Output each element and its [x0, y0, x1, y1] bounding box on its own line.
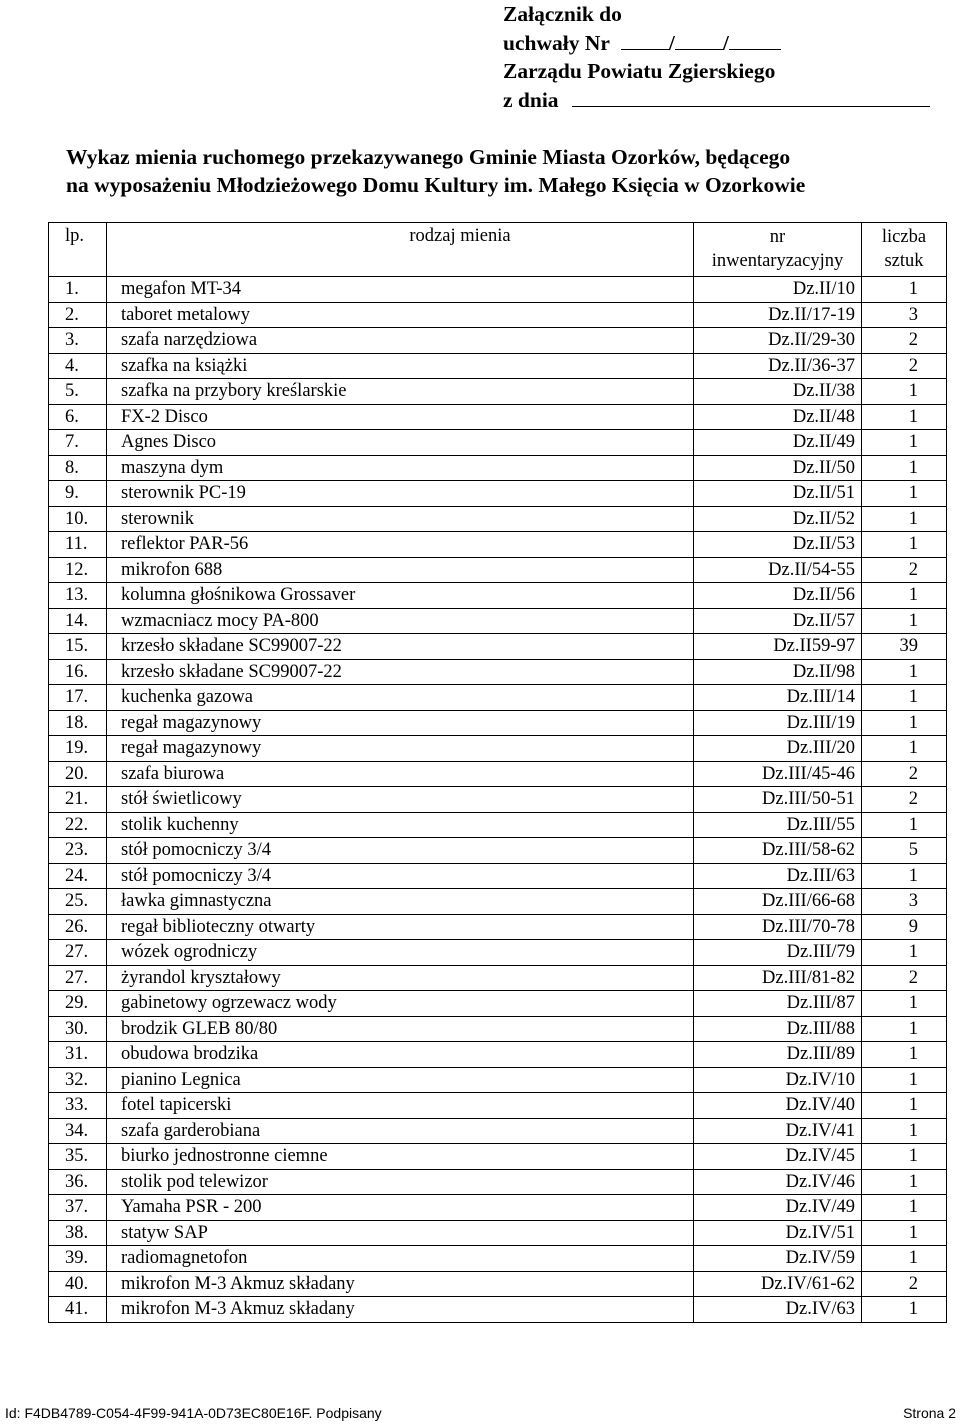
row-lp: 9.: [49, 481, 107, 507]
row-lp: 40.: [49, 1271, 107, 1297]
row-inventory-number: Dz.III/87: [694, 991, 862, 1017]
resolution-number-blank: [621, 29, 669, 50]
row-inventory-number: Dz.III/58-62: [694, 838, 862, 864]
row-lp: 36.: [49, 1169, 107, 1195]
table-row: [49, 455, 947, 481]
row-inventory-number: Dz.II59-97: [694, 634, 862, 660]
table-row: [49, 302, 947, 328]
table-row: [49, 583, 947, 609]
table-row: [49, 481, 947, 507]
table-row: [49, 991, 947, 1017]
row-inventory-number: Dz.III/88: [694, 1016, 862, 1042]
row-name: stolik pod telewizor: [107, 1169, 694, 1195]
annex-line-4: [503, 86, 930, 115]
row-lp: 24.: [49, 863, 107, 889]
row-quantity: 1: [862, 940, 947, 966]
row-lp: 8.: [49, 455, 107, 481]
header-inventory-number: [694, 223, 862, 277]
table-row: [49, 1220, 947, 1246]
row-lp: 38.: [49, 1220, 107, 1246]
date-blank: [572, 86, 930, 107]
row-inventory-number: Dz.III/63: [694, 863, 862, 889]
inventory-table: [48, 222, 947, 1323]
row-lp: 34.: [49, 1118, 107, 1144]
row-inventory-number: Dz.IV/61-62: [694, 1271, 862, 1297]
row-lp: 18.: [49, 710, 107, 736]
row-lp: 27.: [49, 940, 107, 966]
row-quantity: 1: [862, 608, 947, 634]
table-body: [49, 277, 947, 1323]
header-lp: lp.: [49, 223, 107, 277]
annex-line-2: [503, 29, 930, 58]
row-name: Yamaha PSR - 200: [107, 1195, 694, 1221]
resolution-number-blank-2: [675, 29, 723, 50]
row-lp: 29.: [49, 991, 107, 1017]
row-name: taboret metalowy: [107, 302, 694, 328]
row-name: kuchenka gazowa: [107, 685, 694, 711]
row-quantity: 1: [862, 1246, 947, 1272]
row-quantity: 1: [862, 1016, 947, 1042]
row-name: szafa biurowa: [107, 761, 694, 787]
table-row: [49, 736, 947, 762]
row-quantity: 1: [862, 1118, 947, 1144]
table-row: [49, 634, 947, 660]
row-inventory-number: Dz.IV/51: [694, 1220, 862, 1246]
table-row: [49, 863, 947, 889]
title-line-1: Wykaz mienia ruchomego przekazywanego Gminie Miasta Ozorków, będącego: [66, 145, 791, 169]
row-inventory-number: Dz.III/81-82: [694, 965, 862, 991]
row-quantity: 39: [862, 634, 947, 660]
row-quantity: 1: [862, 1297, 947, 1323]
row-inventory-number: Dz.II/49: [694, 430, 862, 456]
row-lp: 27.: [49, 965, 107, 991]
table-row: [49, 1246, 947, 1272]
document-title: [66, 143, 805, 199]
row-inventory-number: Dz.II/51: [694, 481, 862, 507]
title-line-2: na wyposażeniu Młodzieżowego Domu Kultury im. Małego Księcia w Ozorkowie: [66, 173, 806, 197]
header-nr-line-2: inwentaryzacyjny: [711, 250, 844, 271]
table-row: [49, 1067, 947, 1093]
row-name: regał magazynowy: [107, 710, 694, 736]
row-lp: 5.: [49, 379, 107, 405]
table-row: [49, 608, 947, 634]
row-quantity: 1: [862, 404, 947, 430]
row-quantity: 1: [862, 532, 947, 558]
row-quantity: 1: [862, 1042, 947, 1068]
document-id: Id: F4DB4789-C054-4F99-941A-0D73EC80E16F. Podpisany: [5, 1405, 382, 1421]
table-row: [49, 685, 947, 711]
row-inventory-number: Dz.III/19: [694, 710, 862, 736]
row-inventory-number: Dz.II/36-37: [694, 353, 862, 379]
header-nr-line-1: nr: [769, 227, 786, 247]
row-name: żyrandol kryształowy: [107, 965, 694, 991]
row-name: szafka na przybory kreślarskie: [107, 379, 694, 405]
row-name: Agnes Disco: [107, 430, 694, 456]
row-quantity: 2: [862, 965, 947, 991]
row-name: krzesło składane SC99007-22: [107, 634, 694, 660]
row-name: biurko jednostronne ciemne: [107, 1144, 694, 1170]
row-inventory-number: Dz.III/70-78: [694, 914, 862, 940]
row-lp: 1.: [49, 277, 107, 303]
row-quantity: 1: [862, 1195, 947, 1221]
row-inventory-number: Dz.II/38: [694, 379, 862, 405]
table-row: [49, 328, 947, 354]
row-quantity: 1: [862, 506, 947, 532]
row-name: mikrofon M-3 Akmuz składany: [107, 1271, 694, 1297]
row-name: FX-2 Disco: [107, 404, 694, 430]
annex-header: [503, 0, 930, 114]
row-lp: 10.: [49, 506, 107, 532]
table-row: [49, 532, 947, 558]
row-inventory-number: Dz.IV/59: [694, 1246, 862, 1272]
row-inventory-number: Dz.IV/63: [694, 1297, 862, 1323]
row-inventory-number: Dz.II/17-19: [694, 302, 862, 328]
row-name: szafa narzędziowa: [107, 328, 694, 354]
row-quantity: 1: [862, 1067, 947, 1093]
row-name: obudowa brodzika: [107, 1042, 694, 1068]
row-lp: 3.: [49, 328, 107, 354]
row-quantity: 2: [862, 761, 947, 787]
table-row: [49, 1169, 947, 1195]
row-inventory-number: Dz.II/52: [694, 506, 862, 532]
row-quantity: 2: [862, 787, 947, 813]
row-lp: 16.: [49, 659, 107, 685]
row-inventory-number: Dz.III/55: [694, 812, 862, 838]
row-lp: 32.: [49, 1067, 107, 1093]
resolution-label: uchwały Nr: [503, 30, 610, 55]
row-inventory-number: Dz.II/56: [694, 583, 862, 609]
table-row: [49, 277, 947, 303]
row-quantity: 1: [862, 1220, 947, 1246]
row-lp: 4.: [49, 353, 107, 379]
row-quantity: 9: [862, 914, 947, 940]
row-inventory-number: Dz.II/53: [694, 532, 862, 558]
row-name: stół pomocniczy 3/4: [107, 863, 694, 889]
row-lp: 15.: [49, 634, 107, 660]
row-lp: 20.: [49, 761, 107, 787]
table-row: [49, 1016, 947, 1042]
row-quantity: 1: [862, 379, 947, 405]
table-row: [49, 353, 947, 379]
table-row: [49, 1271, 947, 1297]
row-quantity: 1: [862, 991, 947, 1017]
row-lp: 23.: [49, 838, 107, 864]
row-quantity: 2: [862, 1271, 947, 1297]
row-lp: 17.: [49, 685, 107, 711]
resolution-year-blank: [729, 29, 781, 50]
row-lp: 37.: [49, 1195, 107, 1221]
row-name: sterownik: [107, 506, 694, 532]
row-inventory-number: Dz.II/98: [694, 659, 862, 685]
table-row: [49, 1195, 947, 1221]
row-lp: 11.: [49, 532, 107, 558]
row-inventory-number: Dz.II/48: [694, 404, 862, 430]
row-name: statyw SAP: [107, 1220, 694, 1246]
table-row: [49, 379, 947, 405]
row-name: mikrofon M-3 Akmuz składany: [107, 1297, 694, 1323]
row-quantity: 2: [862, 353, 947, 379]
row-lp: 35.: [49, 1144, 107, 1170]
table-row: [49, 430, 947, 456]
row-name: brodzik GLEB 80/80: [107, 1016, 694, 1042]
annex-line-1: Załącznik do: [503, 2, 622, 26]
header-qty-line-2: sztuk: [884, 250, 924, 271]
row-name: gabinetowy ogrzewacz wody: [107, 991, 694, 1017]
row-lp: 7.: [49, 430, 107, 456]
annex-line-3: Zarządu Powiatu Zgierskiego: [503, 59, 776, 83]
row-quantity: 1: [862, 1169, 947, 1195]
row-name: szafa garderobiana: [107, 1118, 694, 1144]
row-inventory-number: Dz.IV/45: [694, 1144, 862, 1170]
table-row: [49, 1144, 947, 1170]
row-name: regał biblioteczny otwarty: [107, 914, 694, 940]
row-quantity: 1: [862, 812, 947, 838]
row-name: wózek ogrodniczy: [107, 940, 694, 966]
row-inventory-number: Dz.III/14: [694, 685, 862, 711]
row-inventory-number: Dz.IV/46: [694, 1169, 862, 1195]
row-lp: 31.: [49, 1042, 107, 1068]
table-row: [49, 659, 947, 685]
row-quantity: 1: [862, 1093, 947, 1119]
row-inventory-number: Dz.II/57: [694, 608, 862, 634]
row-inventory-number: Dz.II/54-55: [694, 557, 862, 583]
row-lp: 19.: [49, 736, 107, 762]
row-name: pianino Legnica: [107, 1067, 694, 1093]
row-lp: 13.: [49, 583, 107, 609]
table-row: [49, 761, 947, 787]
row-inventory-number: Dz.III/50-51: [694, 787, 862, 813]
page-number: Strona 2: [903, 1405, 956, 1421]
header-qty-line-1: liczba: [881, 227, 927, 247]
table-row: [49, 1118, 947, 1144]
row-name: radiomagnetofon: [107, 1246, 694, 1272]
row-inventory-number: Dz.II/10: [694, 277, 862, 303]
row-quantity: 1: [862, 583, 947, 609]
table-row: [49, 1093, 947, 1119]
row-name: sterownik PC-19: [107, 481, 694, 507]
row-quantity: 1: [862, 455, 947, 481]
resolution-separator-2: /: [722, 30, 729, 55]
table-row: [49, 889, 947, 915]
row-name: krzesło składane SC99007-22: [107, 659, 694, 685]
row-lp: 33.: [49, 1093, 107, 1119]
row-quantity: 2: [862, 328, 947, 354]
row-quantity: 5: [862, 838, 947, 864]
row-name: stół świetlicowy: [107, 787, 694, 813]
row-name: kolumna głośnikowa Grossaver: [107, 583, 694, 609]
row-inventory-number: Dz.III/66-68: [694, 889, 862, 915]
row-name: megafon MT-34: [107, 277, 694, 303]
row-quantity: 1: [862, 430, 947, 456]
row-quantity: 3: [862, 889, 947, 915]
row-name: stolik kuchenny: [107, 812, 694, 838]
table-row: [49, 838, 947, 864]
row-name: stół pomocniczy 3/4: [107, 838, 694, 864]
table-row: [49, 1042, 947, 1068]
row-name: mikrofon 688: [107, 557, 694, 583]
row-quantity: 1: [862, 736, 947, 762]
row-inventory-number: Dz.IV/10: [694, 1067, 862, 1093]
row-quantity: 1: [862, 685, 947, 711]
row-inventory-number: Dz.III/20: [694, 736, 862, 762]
resolution-separator-1: /: [668, 30, 675, 55]
row-lp: 30.: [49, 1016, 107, 1042]
table-row: [49, 404, 947, 430]
row-name: wzmacniacz mocy PA-800: [107, 608, 694, 634]
row-lp: 26.: [49, 914, 107, 940]
header-quantity: [862, 223, 947, 277]
table-header-row: [49, 223, 947, 277]
row-quantity: 2: [862, 557, 947, 583]
row-quantity: 1: [862, 659, 947, 685]
table-row: [49, 914, 947, 940]
row-inventory-number: Dz.II/29-30: [694, 328, 862, 354]
row-quantity: 1: [862, 863, 947, 889]
row-lp: 6.: [49, 404, 107, 430]
row-lp: 21.: [49, 787, 107, 813]
row-inventory-number: Dz.IV/40: [694, 1093, 862, 1119]
table-row: [49, 940, 947, 966]
row-quantity: 1: [862, 277, 947, 303]
header-name: rodzaj mienia: [107, 223, 694, 277]
row-name: maszyna dym: [107, 455, 694, 481]
row-lp: 39.: [49, 1246, 107, 1272]
row-name: reflektor PAR-56: [107, 532, 694, 558]
row-lp: 2.: [49, 302, 107, 328]
table-row: [49, 710, 947, 736]
row-lp: 12.: [49, 557, 107, 583]
table-row: [49, 506, 947, 532]
row-name: szafka na książki: [107, 353, 694, 379]
row-quantity: 1: [862, 481, 947, 507]
table-row: [49, 557, 947, 583]
table-row: [49, 812, 947, 838]
row-lp: 22.: [49, 812, 107, 838]
row-lp: 14.: [49, 608, 107, 634]
row-inventory-number: Dz.II/50: [694, 455, 862, 481]
row-inventory-number: Dz.III/89: [694, 1042, 862, 1068]
row-quantity: 3: [862, 302, 947, 328]
date-label: z dnia: [503, 87, 559, 112]
row-name: ławka gimnastyczna: [107, 889, 694, 915]
table-row: [49, 965, 947, 991]
row-inventory-number: Dz.III/79: [694, 940, 862, 966]
row-quantity: 1: [862, 710, 947, 736]
row-lp: 41.: [49, 1297, 107, 1323]
row-inventory-number: Dz.IV/49: [694, 1195, 862, 1221]
table-row: [49, 1297, 947, 1323]
row-quantity: 1: [862, 1144, 947, 1170]
row-name: regał magazynowy: [107, 736, 694, 762]
table-row: [49, 787, 947, 813]
row-inventory-number: Dz.III/45-46: [694, 761, 862, 787]
row-inventory-number: Dz.IV/41: [694, 1118, 862, 1144]
row-lp: 25.: [49, 889, 107, 915]
row-name: fotel tapicerski: [107, 1093, 694, 1119]
